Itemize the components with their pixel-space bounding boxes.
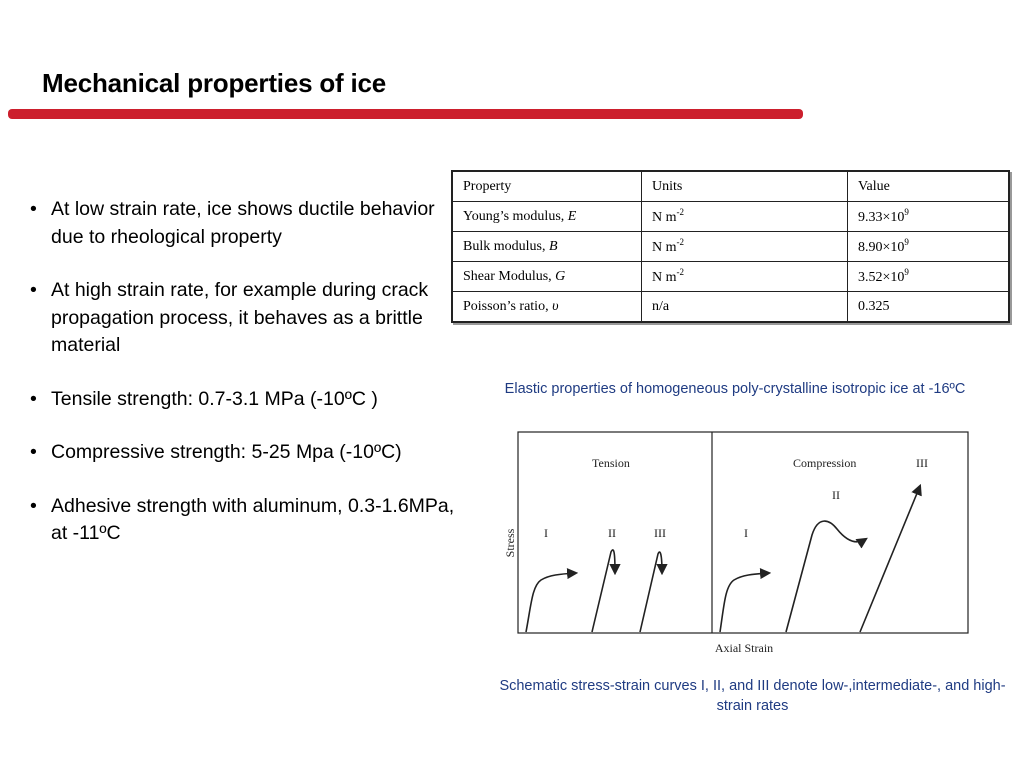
unit-exponent: -2 bbox=[676, 267, 684, 277]
table-header-value: Value bbox=[848, 171, 1010, 202]
table-header-units: Units bbox=[642, 171, 848, 202]
curve-label-tension-iii: III bbox=[654, 526, 666, 540]
bullet-text: At high strain rate, for example during crack propagation process, it behaves as a brittle material bbox=[51, 279, 429, 356]
unit-base: N m bbox=[652, 240, 677, 255]
title-accent-bar bbox=[8, 109, 803, 119]
property-name: Poisson’s ratio, bbox=[463, 298, 549, 314]
bullet-text: Tensile strength: 0.7-3.1 MPa (-10ºC ) bbox=[51, 387, 378, 410]
x-axis-label: Axial Strain bbox=[714, 641, 774, 655]
table-row bbox=[452, 232, 1009, 262]
table-row bbox=[452, 202, 1009, 232]
table-cell-property bbox=[452, 292, 642, 323]
curve-tension-i bbox=[526, 573, 576, 632]
curve-compression-iii bbox=[860, 486, 920, 632]
table-header-row bbox=[452, 171, 1009, 202]
value-exponent: 9 bbox=[904, 267, 909, 277]
table-header-property: Property bbox=[452, 171, 642, 202]
bullet-item bbox=[30, 196, 460, 251]
bullet-dot-icon: • bbox=[30, 441, 37, 463]
bullet-item bbox=[30, 386, 460, 414]
curve-tension-iii bbox=[640, 552, 662, 632]
curve-label-compression-i: I bbox=[744, 526, 748, 540]
tension-title: Tension bbox=[592, 456, 630, 470]
property-name: Shear Modulus, bbox=[463, 268, 552, 284]
unit-base: N m bbox=[652, 270, 677, 285]
value-mantissa: 8.90×10 bbox=[858, 240, 905, 255]
bullet-dot-icon: • bbox=[30, 494, 37, 517]
table-cell-unit bbox=[642, 232, 848, 262]
unit-base: N m bbox=[652, 210, 677, 225]
slide-title: Mechanical properties of ice bbox=[42, 68, 387, 98]
curve-compression-ii bbox=[786, 521, 866, 632]
figure-caption: Schematic stress-strain curves I, II, and III denote low-,intermediate-, and high-strain rates bbox=[499, 678, 1006, 714]
table-cell-property bbox=[452, 202, 642, 232]
curve-label-compression-ii: II bbox=[832, 488, 840, 502]
bullet-item bbox=[30, 277, 460, 360]
table-cell-property bbox=[452, 262, 642, 292]
table-cell-value bbox=[848, 232, 1010, 262]
value-exponent: 9 bbox=[904, 207, 909, 217]
property-symbol: B bbox=[548, 238, 558, 254]
table-caption: Elastic properties of homogeneous poly-crystalline isotropic ice at -16ºC bbox=[504, 381, 966, 397]
unit-exponent: -2 bbox=[676, 237, 684, 247]
table-cell-unit bbox=[642, 262, 848, 292]
bullet-dot-icon: • bbox=[30, 387, 37, 410]
bullet-item bbox=[30, 439, 460, 467]
y-axis-label: Stress bbox=[503, 528, 517, 558]
table-cell-unit bbox=[642, 202, 848, 232]
bullet-text: Compressive strength: 5-25 Mpa (-10ºC) bbox=[51, 441, 402, 463]
table-cell-unit bbox=[642, 292, 848, 323]
curve-tension-ii bbox=[592, 550, 615, 632]
bullet-list bbox=[30, 196, 460, 574]
property-name: Young’s modulus, bbox=[463, 208, 565, 224]
property-symbol: υ bbox=[552, 298, 559, 314]
value-mantissa: 0.325 bbox=[858, 298, 890, 314]
curve-label-compression-iii: III bbox=[916, 456, 928, 470]
property-symbol: E bbox=[567, 208, 577, 224]
curve-compression-i bbox=[720, 573, 769, 632]
value-mantissa: 9.33×10 bbox=[858, 210, 905, 225]
elastic-properties-table bbox=[451, 170, 1010, 323]
table-cell-value bbox=[848, 292, 1010, 323]
curve-label-tension-ii: II bbox=[608, 526, 616, 540]
table-cell-property bbox=[452, 232, 642, 262]
table-row bbox=[452, 292, 1009, 323]
bullet-item bbox=[30, 493, 460, 548]
unit-base: n/a bbox=[652, 298, 670, 314]
property-symbol: G bbox=[555, 268, 566, 284]
unit-exponent: -2 bbox=[676, 207, 684, 217]
table-cell-value bbox=[848, 202, 1010, 232]
bullet-dot-icon: • bbox=[30, 279, 37, 301]
bullet-dot-icon: • bbox=[30, 198, 37, 220]
compression-title: Compression bbox=[793, 456, 857, 470]
value-exponent: 9 bbox=[904, 237, 909, 247]
stress-strain-figure bbox=[494, 428, 974, 660]
table-cell-value bbox=[848, 262, 1010, 292]
bullet-text: At low strain rate, ice shows ductile behavior due to rheological property bbox=[51, 198, 435, 248]
curve-label-tension-i: I bbox=[544, 526, 548, 540]
value-mantissa: 3.52×10 bbox=[858, 270, 905, 285]
bullet-text: Adhesive strength with aluminum, 0.3-1.6MPa, at -11ºC bbox=[51, 494, 455, 544]
table-row bbox=[452, 262, 1009, 292]
property-name: Bulk modulus, bbox=[463, 238, 546, 254]
